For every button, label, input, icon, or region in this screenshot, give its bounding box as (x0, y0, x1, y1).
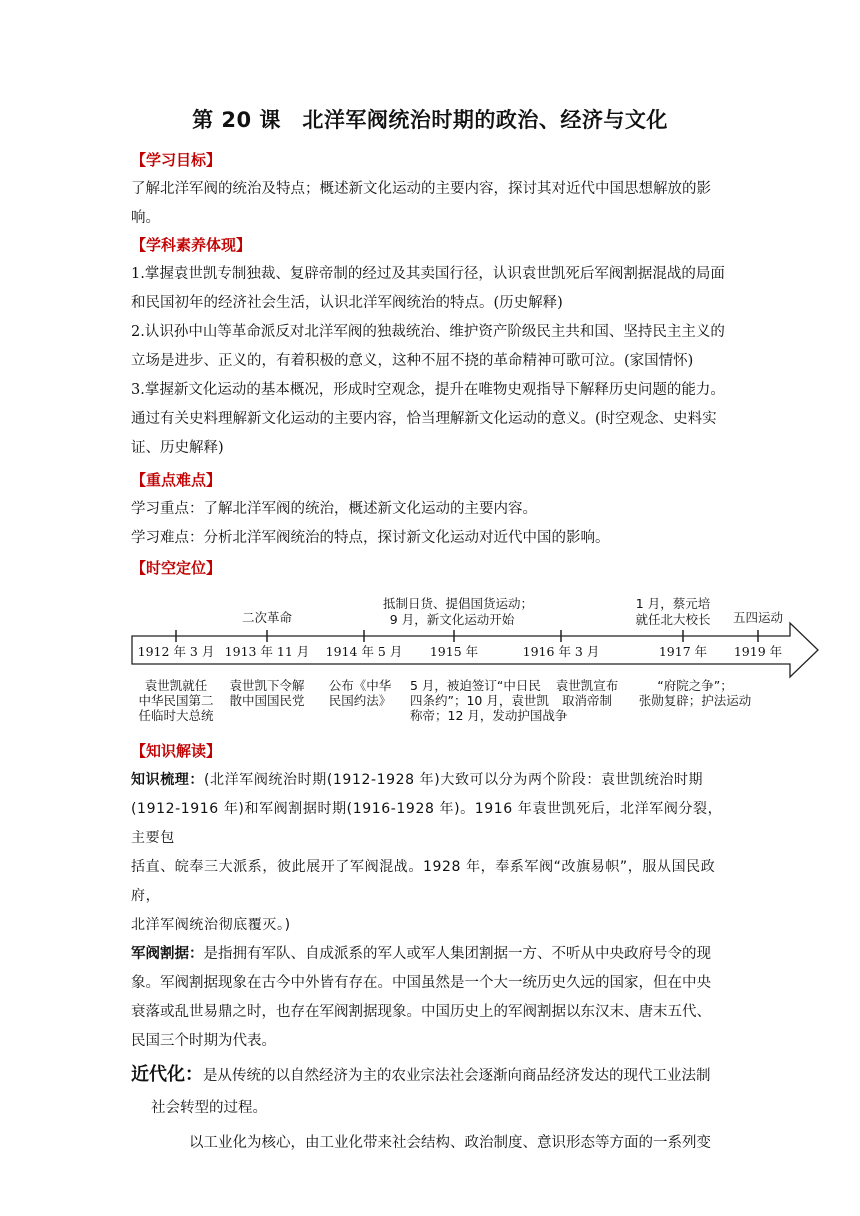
modern-line: 以工业化为核心，由工业化带来社会结构、政治制度、意识形态等方面的一系列变 (189, 1135, 711, 1151)
modern-paragraph (131, 1060, 731, 1091)
knowledge-sort-line: 括直、皖奉三大派系，彼此展开了军阀混战。1928 年，奉系军阀“改旗易帜”，服从国民政府， (131, 859, 716, 904)
literacy-line: 2.认识孙中山等革命派反对北洋军阀的独裁统治、维护资产阶级民主共和国、坚持民主主义的 (131, 324, 725, 340)
timeline-event-below: 民国约法》 (328, 693, 392, 708)
timeline-event-below: 四条约”；10 月，袁世凯 (410, 693, 549, 708)
timeline-event-below: 称帝；12 月，发动护国战争 (410, 708, 568, 723)
knowledge-heading: 【知识解读】 (131, 742, 222, 760)
knowledge-sort-label: 知识梳理： (131, 772, 204, 788)
timeline-event-below: 散中国国民党 (229, 693, 305, 708)
key-points-heading: 【重点难点】 (131, 471, 222, 489)
literacy-line: 和民国初年的经济社会生活，认识北洋军阀统治的特点。(历史解释) (131, 295, 563, 311)
key-difficulty-line: 学习难点：分析北洋军阀统治的特点，探讨新文化运动对近代中国的影响。 (131, 530, 610, 546)
timeline-event-below: 张勋复辟；护法运动 (638, 693, 752, 708)
timeline-event-below: 公布《中华 (328, 678, 392, 693)
timeline-year: 1915 年 (429, 644, 479, 659)
literacy-line: 证、历史解释) (131, 440, 224, 456)
warlord-line: 民国三个时期为代表。 (131, 1033, 276, 1049)
timeline-year: 1919 年 (733, 644, 783, 659)
timeline-heading: 【时空定位】 (131, 559, 222, 577)
warlord-line: 象。军阀割据现象在古今中外皆有存在。中国虽然是一个大一统历史久远的国家，但在中央 (131, 975, 711, 991)
learning-goals-heading: 【学习目标】 (131, 151, 222, 169)
timeline-event-below: “府院之争”； (657, 678, 733, 693)
timeline-event-below: 任临时大总统 (138, 708, 214, 723)
timeline-event-above: 抵制日货、提倡国货运动； (382, 596, 534, 611)
literacy-line: 通过有关史料理解新文化运动的主要内容，恰当理解新文化运动的意义。(时空观念、史料实 (131, 411, 717, 427)
learning-goals-line: 了解北洋军阀的统治及特点；概述新文化运动的主要内容，探讨其对近代中国思想解放的影 (131, 181, 711, 197)
knowledge-sort-line: 北洋军阀统治彻底覆灭。) (131, 917, 291, 933)
timeline-event-above: 二次革命 (241, 610, 293, 625)
timeline-event-above: 1 月，蔡元培 (635, 596, 711, 611)
timeline-event-below: 袁世凯宣布 (555, 678, 619, 693)
timeline-section (131, 554, 731, 583)
literacy-heading: 【学科素养体现】 (131, 236, 252, 254)
literacy-line: 立场是进步、正义的，有着积极的意义，这种不屈不挠的革命精神可歌可泣。(家国情怀) (131, 353, 694, 369)
timeline-svg (128, 590, 820, 725)
timeline-event-above: 9 月，新文化运动开始 (389, 612, 515, 627)
learning-goals-section (131, 146, 731, 233)
warlord-line: 衰落或乱世易鼎之时，也存在军阀割据现象。中国历史上的军阀割据以东汉末、唐末五代、 (131, 1004, 711, 1020)
timeline-year: 1913 年 11 月 (224, 644, 310, 659)
modern-label: 近代化： (131, 1064, 203, 1085)
timeline-event-above: 就任北大校长 (635, 612, 711, 627)
knowledge-section (131, 737, 731, 1161)
warlord-text: 是指拥有军队、自成派系的军人或军人集团割据一方、不听从中央政府号令的现 (203, 946, 711, 962)
key-focus-line: 学习重点：了解北洋军阀的统治，概述新文化运动的主要内容。 (131, 501, 537, 517)
literacy-section (131, 231, 731, 463)
timeline-event-below: 取消帝制 (561, 693, 613, 708)
timeline-event-below: 袁世凯就任 (144, 678, 208, 693)
knowledge-sort-text: (北洋军阀统治时期(1912-1928 年)大致可以分为两个阶段：袁世凯统治时期 (204, 772, 704, 788)
page-title: 第 20 课 北洋军阀统治时期的政治、经济与文化 (192, 108, 668, 132)
literacy-line: 3.掌握新文化运动的基本概况，形成时空观念，提升在唯物史观指导下解释历史问题的能力。 (131, 382, 725, 398)
timeline-event-below: 袁世凯下令解 (229, 678, 305, 693)
timeline-year: 1916 年 3 月 (522, 644, 600, 659)
timeline-year: 1914 年 5 月 (325, 644, 403, 659)
timeline-event-below: 5 月，被迫签订“中日民 (410, 678, 541, 693)
knowledge-sort-line: (1912-1916 年)和军阀割据时期(1916-1928 年)。1916 年袁世凯死后，北洋军阀分裂，主要包 (131, 801, 723, 846)
knowledge-sort-paragraph (131, 766, 731, 795)
timeline-diagram (128, 590, 820, 725)
timeline-event-below: 中华民国第二 (138, 693, 214, 708)
timeline-year: 1917 年 (658, 644, 708, 659)
literacy-line: 1.掌握袁世凯专制独裁、复辟帝制的经过及其卖国行径，认识袁世凯死后军阀割据混战的局面 (131, 266, 725, 282)
modern-line: 社会转型的过程。 (151, 1100, 267, 1116)
modern-text: 是从传统的以自然经济为主的农业宗法社会逐渐向商品经济发达的现代工业法制 (203, 1068, 711, 1084)
timeline-year: 1912 年 3 月 (137, 644, 215, 659)
key-points-section (131, 466, 731, 553)
warlord-label: 军阀割据： (131, 946, 204, 962)
warlord-paragraph (131, 940, 731, 969)
learning-goals-line: 响。 (131, 210, 160, 226)
timeline-event-above: 五四运动 (732, 610, 784, 625)
